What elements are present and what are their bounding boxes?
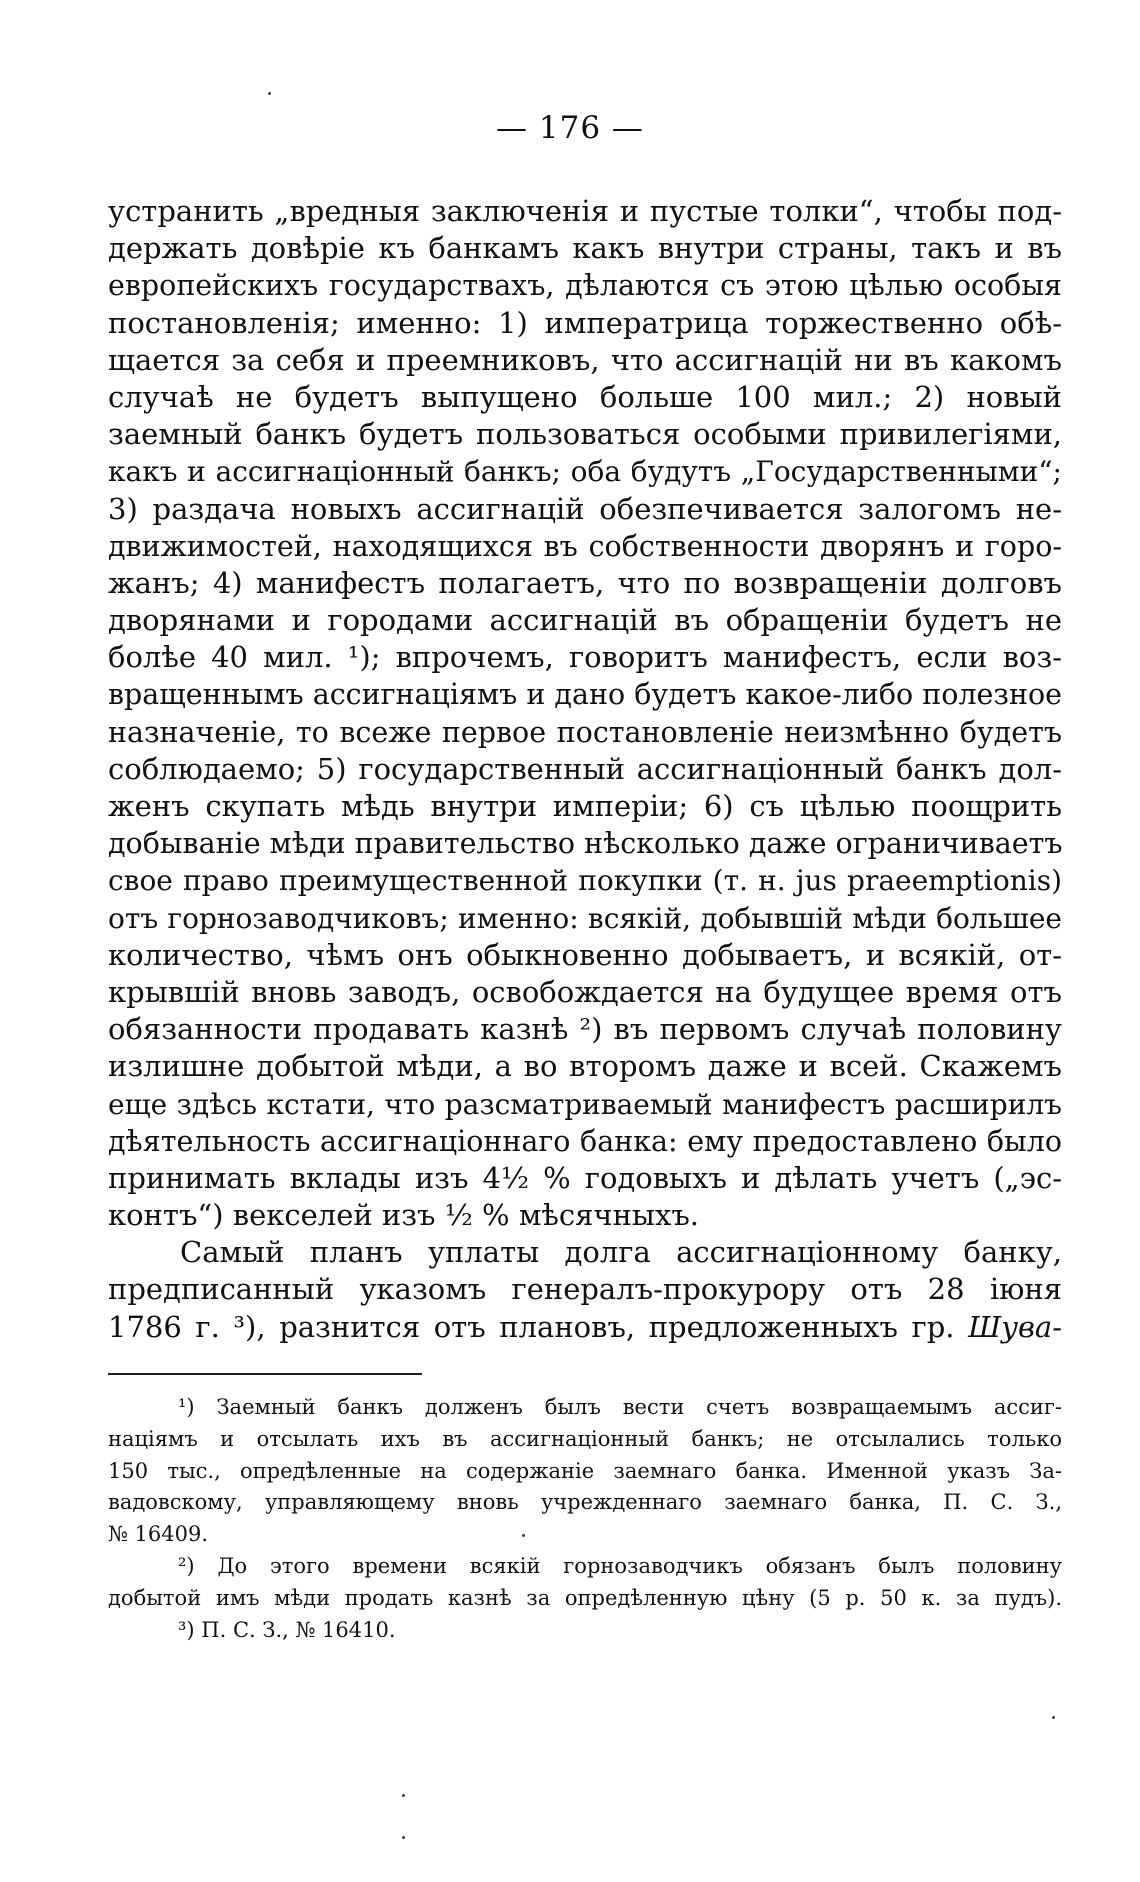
text-line: назначеніе, то всеже первое постановленіе неизмѣнно будетъ [108, 715, 1062, 749]
main-text [108, 193, 1062, 1346]
footnote-2-line: ²) До этого времени всякій горнозаводчикъ обязанъ былъ половину [178, 1553, 1062, 1578]
text-line: соблюдаемо; 5) государственный ассигнаціонный банкъ дол- [108, 751, 1062, 786]
text-line: дворянами и городами ассигнацій въ обращеніи будетъ не [108, 603, 1062, 638]
text-line: добываніе мѣди правительство нѣсколько даже ограничиваетъ [108, 827, 1063, 861]
text-line: свое право преимущественной покупки (т. н. jus praeemptionis) [108, 864, 1062, 898]
text-line: Самый планъ уплаты долга ассигнаціонному банку, [180, 1235, 1062, 1270]
text-line: щается за себя и преемниковъ, что ассигнацій ни въ какомъ [108, 342, 1062, 377]
text-line: крывшій вновь заводъ, освобождается на будущее время отъ [108, 974, 1062, 1009]
footnote-1-line: вадовскому, управляющему вновь учрежденнаго заемнаго банка, П. С. З., [108, 1490, 1062, 1515]
footnote-1-line: ¹) Заемный банкъ долженъ былъ вести счетъ возвращаемымъ ассиг- [178, 1395, 1062, 1419]
text-line: жанъ; 4) манифестъ полагаетъ, что по возвращеніи долговъ [108, 565, 1062, 600]
text-line: болѣе 40 мил. ¹); впрочемъ, говоритъ манифестъ, если воз- [108, 640, 1062, 675]
text-line: 3) раздача новыхъ ассигнацій обезпечивается залогомъ не- [108, 491, 1062, 526]
text-line: какъ и ассигнаціонный банкъ; оба будутъ „Государственными“; [108, 455, 1062, 489]
text-line: постановленія; именно: 1) императрица торжественно обѣ- [108, 305, 1062, 340]
text-segment: 1786 г. ³), разнится отъ плановъ, предложенныхъ гр. [108, 1309, 955, 1344]
text-line: излишне добытой мѣди, а во второмъ даже и всей. Скажемъ [108, 1049, 1062, 1084]
text-line: женъ скупать мѣдь внутри имперіи; 6) съ цѣлью поощрить [108, 789, 1062, 823]
footnote-3-line: ³) П. С. З., № 16410. [178, 1617, 396, 1642]
scan-speck [268, 92, 271, 95]
page-number: — 176 — [496, 110, 644, 146]
scan-speck [522, 1534, 525, 1537]
text-line: движимостей, находящихся въ собственности дворянъ и горо- [108, 529, 1062, 563]
italic-name: Шува- [968, 1309, 1063, 1344]
scan-speck [1052, 1716, 1055, 1719]
footnote-1-line: націямъ и отсылать ихъ въ ассигнаціонный банкъ; не отсылались только [108, 1426, 1062, 1451]
footnotes [108, 1392, 1062, 1646]
text-line-with-italic [108, 1309, 1062, 1346]
footnote-1-line: 150 тыс., опредѣленные на содержаніе заемнаго банка. Именной указъ За- [108, 1458, 1062, 1483]
text-line: принимать вклады изъ 4½ % годовыхъ и дѣлать учетъ („эс- [108, 1160, 1062, 1195]
text-line: обязанности продавать казнѣ ²) въ первомъ случаѣ половину [108, 1012, 1062, 1047]
scan-speck [402, 1836, 405, 1839]
text-line: европейскихъ государствахъ, дѣлаются съ этою цѣлью особыя [108, 269, 1062, 303]
footnote-separator [108, 1373, 422, 1375]
scan-speck [402, 1794, 405, 1797]
text-line: контъ“) векселей изъ ½ % мѣсячныхъ. [108, 1198, 700, 1233]
text-line: держать довѣріе къ банкамъ какъ внутри страны, такъ и въ [108, 231, 1062, 266]
text-line: устранить „вредныя заключенія и пустые толки“, чтобы под- [108, 194, 1062, 228]
footnote-1-line: № 16409. [108, 1522, 209, 1547]
text-line: еще здѣсь кстати, что разсматриваемый манифестъ расширилъ [108, 1087, 1062, 1121]
text-line: дѣятельность ассигнаціоннаго банка: ему предоставлено было [108, 1124, 1062, 1158]
text-line: заемный банкъ будетъ пользоваться особыми привилегіями, [108, 417, 1062, 452]
text-line: количество, чѣмъ онъ обыкновенно добываетъ, и всякій, от- [108, 937, 1062, 972]
text-line: вращеннымъ ассигнаціямъ и дано будетъ какое-либо полезное [108, 678, 1062, 712]
text-line: случаѣ не будетъ выпущено больше 100 мил.; 2) новый [108, 379, 1062, 414]
text-line: предписанный указомъ генералъ-прокурору отъ 28 іюня [108, 1272, 1062, 1307]
text-line: отъ горнозаводчиковъ; именно: всякій, добывшій мѣди большее [108, 901, 1062, 935]
footnote-2-line: добытой имъ мѣди продать казнѣ за опредѣленную цѣну (5 р. 50 к. за пудъ). [108, 1585, 1062, 1610]
